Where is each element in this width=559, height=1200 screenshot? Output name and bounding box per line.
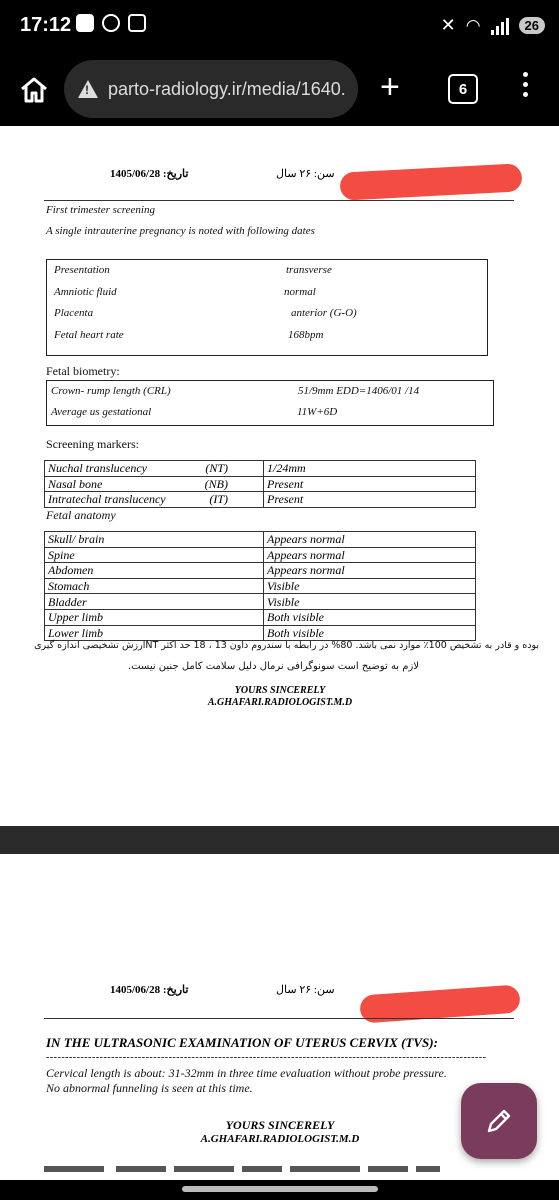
detail-label: Placenta <box>54 307 94 319</box>
exam-heading: IN THE ULTRASONIC EXAMINATION OF UTERUS CERVIX (TVS): <box>46 1035 438 1050</box>
screen-record-icon <box>128 14 146 32</box>
biometry-label: Average us gestational <box>51 406 152 418</box>
anatomy-value: Appears normal <box>264 563 476 579</box>
table-row <box>45 563 476 579</box>
table-row <box>45 609 476 625</box>
marker-label: Nuchal translucency (NT) <box>45 461 264 477</box>
wifi-icon: ◠ <box>465 15 481 35</box>
status-right-icons <box>441 15 545 36</box>
anatomy-label: Stomach <box>45 578 264 594</box>
tabs-icon[interactable]: 6 <box>448 74 478 104</box>
biometry-title: Fetal biometry: <box>46 364 120 378</box>
signature-line-2: A.GHAFARI.RADIOLOGIST.M.D <box>207 697 353 708</box>
marker-label: Nasal bone (NB) <box>45 476 264 492</box>
plus-icon[interactable]: + <box>380 68 400 106</box>
battery-icon: 26 <box>519 17 545 34</box>
menu-icon[interactable] <box>520 72 530 97</box>
disclaimer-line-2: لازم به توضیح است سونوگرافی نرمال دلیل سلامت کامل جنین نیست. <box>127 661 419 672</box>
heart-icon <box>102 14 120 32</box>
markers-title: Screening markers: <box>46 437 139 451</box>
biometry-value: 11W+6D <box>297 406 338 418</box>
anatomy-label: Abdomen <box>45 563 264 579</box>
table-row <box>45 492 476 508</box>
anatomy-value: Visible <box>264 578 476 594</box>
table-row <box>45 476 476 492</box>
detail-label: Amniotic fluid <box>54 286 117 298</box>
hexagon-icon <box>76 14 94 32</box>
home-icon[interactable] <box>18 74 50 106</box>
table-row <box>45 594 476 610</box>
signal-icon <box>491 17 509 35</box>
marker-value: 1/24mm <box>264 461 476 477</box>
patient-age: سن: ۲۶ سال <box>276 168 335 180</box>
anatomy-value: Appears normal <box>264 547 476 563</box>
detail-label: Fetal heart rate <box>54 329 124 341</box>
biometry-label: Crown- rump length (CRL) <box>51 385 171 397</box>
detail-label: Presentation <box>54 264 110 276</box>
marker-value: Present <box>264 476 476 492</box>
table-row <box>45 532 476 548</box>
browser-toolbar <box>0 52 559 126</box>
marker-value: Present <box>264 492 476 508</box>
exam-title: First trimester screening <box>46 204 155 216</box>
anatomy-value: Both visible <box>264 609 476 625</box>
anatomy-label: Spine <box>45 547 264 563</box>
finding-line-2: No abnormal funneling is seen at this time. <box>46 1081 253 1095</box>
url-text[interactable]: parto-radiology.ir/media/1640. <box>108 78 346 99</box>
status-time: 17:12 <box>20 14 72 36</box>
dashed-rule: ------------------------------------------------------------------------------------------------------------------- <box>46 1052 487 1063</box>
finding-line-1: Cervical length is about: 31-32mm in three time evaluation without probe pressure. <box>46 1066 447 1080</box>
header-rule <box>44 200 514 201</box>
detail-value: transverse <box>286 264 332 276</box>
patient-age: سن: ۲۶ سال <box>276 984 335 996</box>
status-bar <box>0 0 559 52</box>
mute-icon: ✕ <box>440 15 456 35</box>
signature-line-1: YOURS SINCERELY <box>225 1118 335 1132</box>
document-footer-strip <box>44 1164 440 1178</box>
anatomy-label: Bladder <box>45 594 264 610</box>
exam-intro: A single intrauterine pregnancy is noted with following dates <box>46 225 315 237</box>
report-date: تاریخ: 1405/06/28 <box>110 984 189 996</box>
header-rule <box>44 1018 514 1019</box>
anatomy-value: Visible <box>264 594 476 610</box>
page-divider <box>0 826 559 854</box>
table-row <box>45 625 476 641</box>
edit-pencil-icon <box>484 1106 514 1136</box>
biometry-value: 51/9mm EDD=1406/01 /14 <box>298 385 420 397</box>
table-row <box>45 578 476 594</box>
anatomy-label: Upper limb <box>45 609 264 625</box>
disclaimer-line-1: بوده و قادر به تشخیص 100٪ موارد نمی باشد. 80% در رابطه با سندروم داون 13 ، 18 حد اکثر NTارزش تشخیصی اندازه گیری <box>34 640 539 651</box>
detail-value: normal <box>284 286 316 298</box>
detail-value: anterior (G-O) <box>291 307 357 319</box>
anatomy-title: Fetal anatomy <box>46 508 116 522</box>
table-row <box>45 547 476 563</box>
edit-fab[interactable] <box>461 1083 537 1159</box>
report-date: تاریخ: 1405/06/28 <box>110 168 189 180</box>
status-left-icons <box>76 14 146 32</box>
signature-line-1: YOURS SINCERELY <box>234 685 326 696</box>
markers-table <box>44 460 476 508</box>
gesture-handle[interactable] <box>182 1186 378 1192</box>
detail-value: 168bpm <box>288 329 324 341</box>
table-row <box>45 461 476 477</box>
anatomy-label: Skull/ brain <box>45 532 264 548</box>
anatomy-label: Lower limb <box>45 625 264 641</box>
signature-line-2: A.GHAFARI.RADIOLOGIST.M.D <box>200 1133 360 1145</box>
anatomy-value: Appears normal <box>264 532 476 548</box>
anatomy-table <box>44 531 476 641</box>
details-box <box>46 259 488 356</box>
anatomy-value: Both visible <box>264 625 476 641</box>
warning-icon[interactable] <box>78 80 98 98</box>
url-bar[interactable] <box>64 60 358 118</box>
marker-label: Intratechal translucency (IT) <box>45 492 264 508</box>
